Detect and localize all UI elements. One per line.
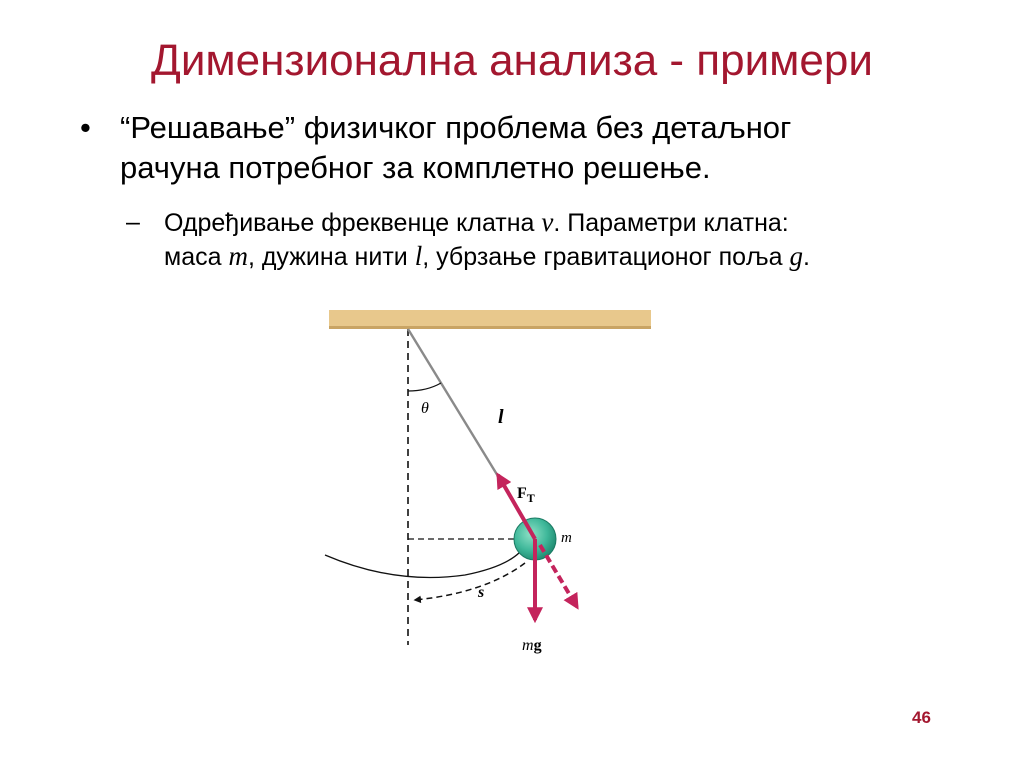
pendulum-diagram — [315, 305, 660, 665]
arc-length-arrow — [415, 563, 525, 600]
length-label: l — [498, 406, 504, 428]
bullet-line-2: рачуна потребног за комплетно решење. — [120, 150, 711, 185]
sub-bullet-line-2 — [164, 240, 926, 274]
tension-subscript: T — [526, 491, 535, 505]
symbol-l: l — [414, 241, 423, 271]
sub-bullet-mark: – — [126, 208, 140, 236]
symbol-g: g — [789, 241, 804, 271]
page-number: 46 — [912, 708, 931, 727]
symbol-m: m — [228, 241, 248, 271]
weight-label-m: m — [522, 637, 534, 654]
bullet-mark: • — [80, 110, 91, 145]
sub-text-4: , дужина нити — [247, 243, 415, 271]
pendulum-svg — [315, 305, 660, 665]
symbol-nu: ν — [541, 207, 554, 237]
bullet-line-1: “Решавање” физичког проблема без детаљног — [120, 110, 792, 145]
theta-label: θ — [421, 400, 429, 417]
ceiling-bar — [329, 310, 651, 328]
theta-arc — [408, 383, 441, 391]
main-bullet — [80, 108, 940, 188]
sub-text-5: , убрзање гравитационог поља — [422, 243, 790, 271]
weight-label-g: g — [533, 637, 542, 654]
tension-F: F — [517, 485, 527, 502]
sub-text-3: маса — [164, 243, 229, 271]
sub-text-6: . — [803, 243, 810, 271]
weight-label — [522, 637, 542, 654]
sub-text-1: Одређивање фреквенце клатна — [164, 209, 542, 237]
sub-bullet — [126, 206, 926, 274]
sub-bullet-line-1 — [164, 206, 926, 240]
ceiling-edge — [329, 326, 651, 329]
tension-label — [517, 485, 535, 505]
swing-arc — [325, 552, 520, 578]
arc-length-label: s — [478, 584, 485, 601]
sub-text-2: . Параметри клатна: — [553, 209, 789, 237]
mass-label: m — [561, 530, 572, 546]
slide-title: Димензионална анализа - примери — [151, 36, 873, 85]
